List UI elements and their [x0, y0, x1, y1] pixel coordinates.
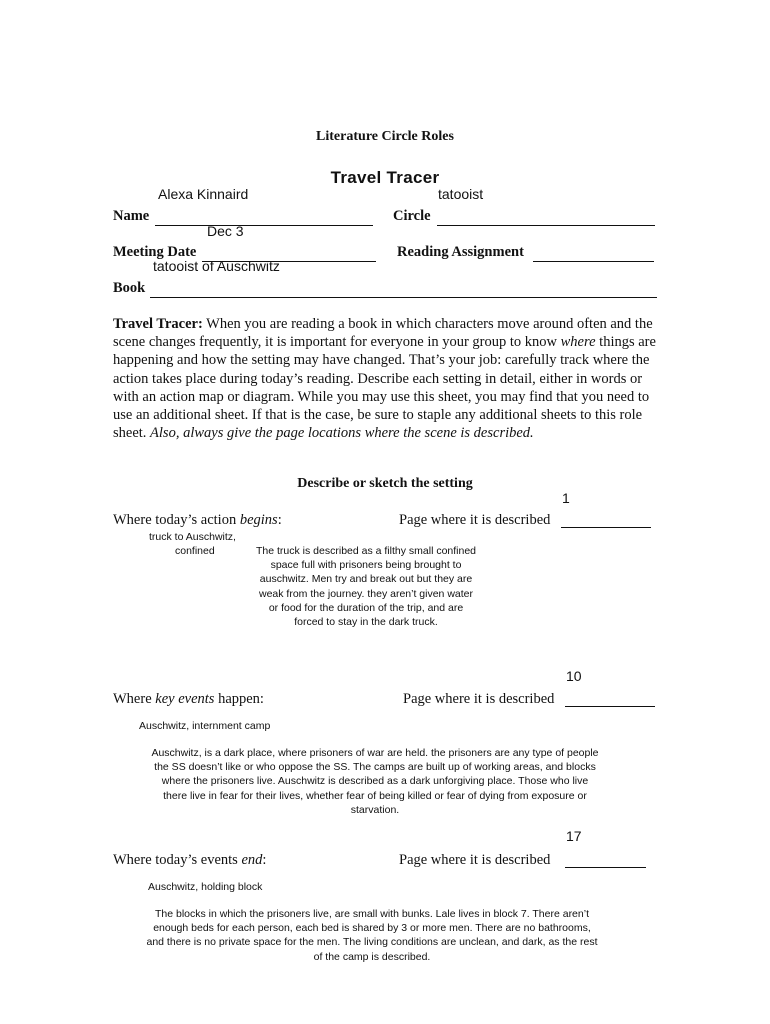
circle-value[interactable]: tatooist — [438, 186, 484, 202]
role-title: Travel Tracer — [330, 168, 440, 187]
instructions-text-1: When you are reading a book in which characters move around often and the scene changes frequently, it is important for everyone in your group to know — [113, 316, 653, 351]
entry-1-location-detail: confined — [175, 545, 215, 557]
entry-2-page-line — [565, 706, 655, 707]
circle-line — [437, 225, 655, 226]
entry-1-description: The truck is described as a filthy small confined space full with prisoners being brought to auschwitz. Men try and break out but they are weak from the journey. they aren’t given water or food for the duration of the trip, and are forced to stay in the dark truck. — [256, 545, 477, 629]
instructions-lead: Travel Tracer: — [113, 316, 203, 332]
entry-1-prompt-suffix: : — [277, 512, 282, 528]
entry-1-prompt — [113, 512, 282, 529]
name-line — [155, 225, 373, 226]
entry-2-page-label: Page where it is described — [403, 691, 555, 707]
entry-2-description: Auschwitz, is a dark place, where prisoners of war are held. the prisoners are any type of people the SS doesn’t like or who oppose the SS. The camps are built up of working areas, and blocks where the prisoners live. Auschwitz is described as a dark unforgiving place. Those who live there live in fear for their lives, whether fear of being killed or fear of dying from exposure or starvation. — [151, 747, 599, 816]
entry-1-page-line — [561, 527, 651, 528]
entry-1-prompt-emphasis: begins — [239, 512, 278, 528]
meeting-date-value[interactable]: Dec 3 — [207, 223, 244, 239]
instructions-text-2: things are happening and how the setting may have changed. That’s your job: carefully track where the action takes place during today’s reading. Describe each setting in detail, either in words or with an action map or diagram. While you may use this sheet, you may find that you need to use an additional sheet. If that is the case, be sure to staple any additional sheets to this role sheet. — [113, 334, 656, 442]
entry-3-prompt-suffix: : — [262, 852, 267, 868]
book-value[interactable]: tatooist of Auschwitz — [153, 258, 280, 274]
instructions-emphasis-2: Also, always give the page locations where the scene is described. — [150, 425, 534, 442]
entry-2-location: Auschwitz, internment camp — [139, 720, 271, 732]
reading-assignment-label: Reading Assignment — [397, 244, 524, 260]
entry-1-prompt-text: Where today’s action — [113, 512, 240, 528]
entry-2-page-value[interactable]: 10 — [566, 668, 582, 684]
book-line — [150, 297, 657, 298]
entry-1-location: truck to Auschwitz, — [149, 531, 236, 543]
section-title: Literature Circle Roles — [316, 129, 454, 144]
name-label: Name — [113, 208, 150, 224]
entry-3-location: Auschwitz, holding block — [148, 881, 263, 893]
entry-2-prompt-emphasis: key events — [155, 691, 215, 707]
entry-3-page-value[interactable]: 17 — [566, 828, 582, 844]
entry-3-prompt-emphasis: end — [241, 852, 263, 868]
book-label: Book — [113, 280, 146, 296]
reading-assignment-line — [533, 261, 654, 262]
entry-2-prompt — [113, 691, 264, 708]
entry-2-prompt-suffix: happen: — [214, 691, 264, 707]
entry-3-description: The blocks in which the prisoners live, are small with bunks. Lale lives in block 7. There aren’t enough beds for each person, each bed is shared by 3 or more men. There are no bathrooms, and there is no private space for the men. The living conditions are unclean, and dark, as the rest of the camp is described. — [146, 908, 598, 963]
entry-3-prompt — [113, 852, 266, 869]
circle-label: Circle — [393, 208, 431, 224]
instructions-paragraph — [113, 315, 658, 442]
meeting-date-label: Meeting Date — [113, 244, 197, 260]
name-value[interactable]: Alexa Kinnaird — [158, 186, 249, 202]
entry-1-page-label: Page where it is described — [399, 512, 551, 528]
entry-3-prompt-text: Where today’s events — [113, 852, 242, 868]
entry-3-page-label: Page where it is described — [399, 852, 551, 868]
section-heading: Describe or sketch the setting — [297, 476, 473, 491]
entry-3-page-line — [565, 867, 646, 868]
entry-1-page-value[interactable]: 1 — [562, 490, 570, 506]
entry-2-prompt-text: Where — [113, 691, 156, 707]
instructions-emphasis-1: where — [560, 334, 596, 351]
